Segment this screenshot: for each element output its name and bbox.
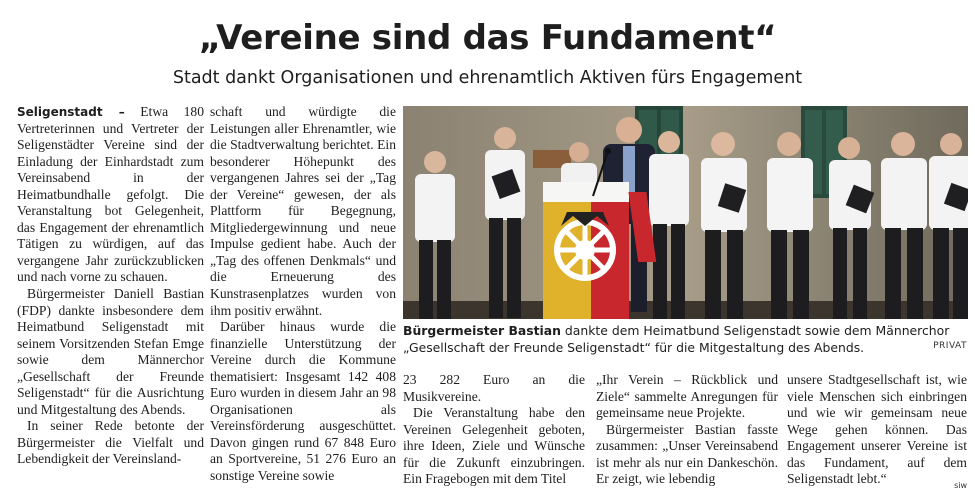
author-signature: siw xyxy=(954,481,967,490)
paragraph: 23 282 Euro an die Musikvereine. xyxy=(403,372,585,404)
paragraph: In seiner Rede betonte der Bürgermeister die Vielfalt und Lebendigkeit der Vereinsland- xyxy=(17,418,204,467)
singer xyxy=(929,133,968,319)
subheadline: Stadt dankt Organisationen und ehrenamtlich Aktiven fürs Engagement xyxy=(172,68,803,88)
photo-caption xyxy=(403,323,968,356)
paragraph: unsere Stadtgesellschaft ist, wie viele Menschen sich einbringen und wie wir gemeinsam neue Wege gehen können. Das Engagement unserer Vereine ist das Fundament, auf dem Seligenstadt lebt.“ xyxy=(787,372,967,487)
dateline: Seligenstadt – xyxy=(17,105,125,119)
event-photo xyxy=(403,106,968,319)
caption-text: dankte dem Heimatbund Seligenstadt sowie dem Männerchor „Gesellschaft der Freunde Seligenstadt“ für die Mitgestaltung des Abends. xyxy=(403,323,950,355)
headline: „Vereine sind das Fundament“ xyxy=(198,18,777,58)
article-column-3 xyxy=(403,372,585,488)
article-column-1 xyxy=(17,104,204,468)
article-column-5 xyxy=(787,372,967,488)
paragraph: schaft und würdigte die Leistungen aller Ehrenamtler, wie die Stadtverwaltung berichtet. Ein besonderer Höhepunkt des vergangenen Jahres sei der „Tag der Vereine“ gewesen, der als Plattform für Begegnung, Mitgliedergewinnung und neue Impulse gedient habe. Auch der „Tag des offenen Denkmals“ und die Erneuerung des Kunstrasenplatzes wurden von ihm positiv erwähnt. xyxy=(210,104,396,318)
paragraph: Die Veranstaltung habe den Vereinen Gelegenheit geboten, ihre Ideen, Ziele und Wünsche für die Zukunft einzubringen. Ein Fragebogen mit dem Titel xyxy=(403,405,585,487)
paragraph: Darüber hinaus wurde die finanzielle Unterstützung der Vereine durch die Kommune thematisiert: Insgesamt 142 408 Euro wurden in diesem Jahr an 98 Organisationen als Vereinsförderung ausgeschüttet. Davon gingen rund 67 848 Euro an Sportvereine, 51 276 Euro an sonstige Vereine sowie xyxy=(210,319,396,484)
paragraph: Bürgermeister Daniell Bastian (FDP) dankte insbesondere dem Heimatbund Seligenstadt mit seinem Vorsitzenden Stefan Emge sowie dem Männerchor „Gesellschaft der Freunde Seligenstadt“ für die Ausrichtung und Mitgestaltung des Abends. xyxy=(17,286,204,417)
paragraph: Bürgermeister Bastian fasste zusammen: „Unser Vereinsabend ist mehr als nur ein Dankeschön. Er zeigt, wie lebendig xyxy=(596,421,778,487)
article-column-4 xyxy=(596,372,778,488)
paragraph xyxy=(17,104,204,286)
choir-stage-illustration xyxy=(403,106,968,319)
paragraph: „Ihr Verein – Rückblick und Ziele“ sammelte Anregungen für gemeinsame neue Projekte. xyxy=(596,372,778,421)
article-column-2 xyxy=(210,104,396,485)
photo-credit: PRIVAT xyxy=(933,341,967,351)
caption-lead: Bürgermeister Bastian xyxy=(403,323,561,338)
paragraph-text: Etwa 180 Vertreterinnen und Vertreter der Seligenstädter Vereine sind der Einladung der Einhardstadt zum Vereinsabend in der Heimatbundhalle gefolgt. Die Veranstaltung bot Gelegenheit, das Engagement der ehrenamtlich Tätigen zu würdigen, auf das vergangene Jahr zurückzublicken und nach vorne zu schauen. xyxy=(17,104,204,285)
